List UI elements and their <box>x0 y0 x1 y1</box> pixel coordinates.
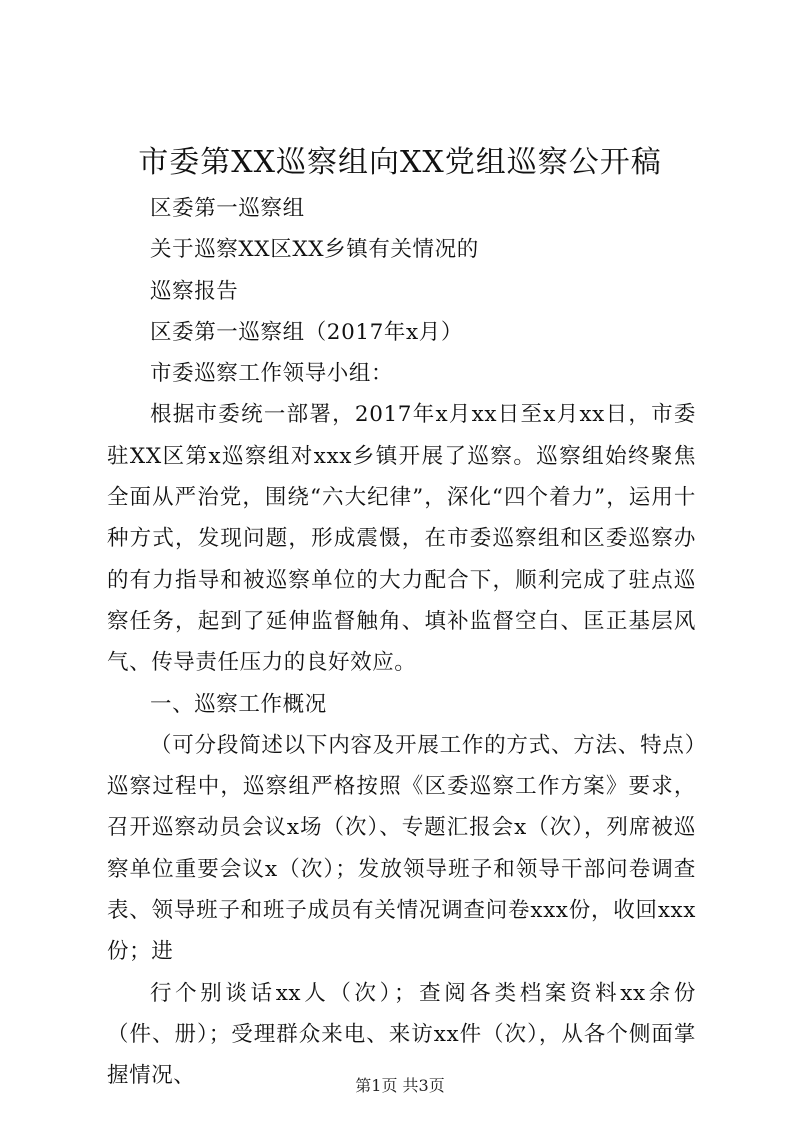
paragraph-issuer: 区委第一巡察组 <box>150 196 305 221</box>
paragraph-report-heading-line2: 巡察报告 <box>150 278 239 304</box>
document-body <box>107 188 696 1097</box>
document-title: 市委第XX巡察组向XX党组巡察公开稿 <box>138 145 662 180</box>
paragraph-report-heading-line1: 关于巡察XX区XX乡镇有关情况的 <box>150 237 479 263</box>
paragraph-overview: （可分段简述以下内容及开展工作的方式、方法、特点）巡察过程中，巡察组严格按照《区委巡察工作方案》要求，召开巡察动员会议x场（次）、专题汇报会x（次），列席被巡察单位重要会议x（次）；发放领导班子和领导干部问卷调查表、领导班子和班子成员有关情况调查问卷xxx份，收回xxx份；进 <box>107 732 696 965</box>
paragraph-issuer-date: 区委第一巡察组（2017年x月） <box>150 319 463 345</box>
paragraph-intro: 根据市委统一部署，2017年x月xx日至x月xx日，市委驻XX区第x巡察组对xxx乡镇开展了巡察。巡察组始终聚焦全面从严治党，围绕“六大纪律”，深化“四个着力”，运用十种方式，发现问题，形成震慑，在市委巡察组和区委巡察办的有力指导和被巡察单位的大力配合下，顺利完成了驻点巡察任务，起到了延伸监督触角、填补监督空白、匡正基层风气、传导责任压力的良好效应。 <box>107 402 696 676</box>
section-heading-overview: 一、巡察工作概况 <box>150 691 327 717</box>
page-footer: 第1页 共3页 <box>355 1076 445 1095</box>
paragraph-overview-continued: 行个别谈话xx人（次）；查阅各类档案资料xx余份（件、册）；受理群众来电、来访xx件（次），从各个侧面掌握情况、 <box>107 980 696 1089</box>
paragraph-addressee: 市委巡察工作领导小组： <box>150 361 394 387</box>
